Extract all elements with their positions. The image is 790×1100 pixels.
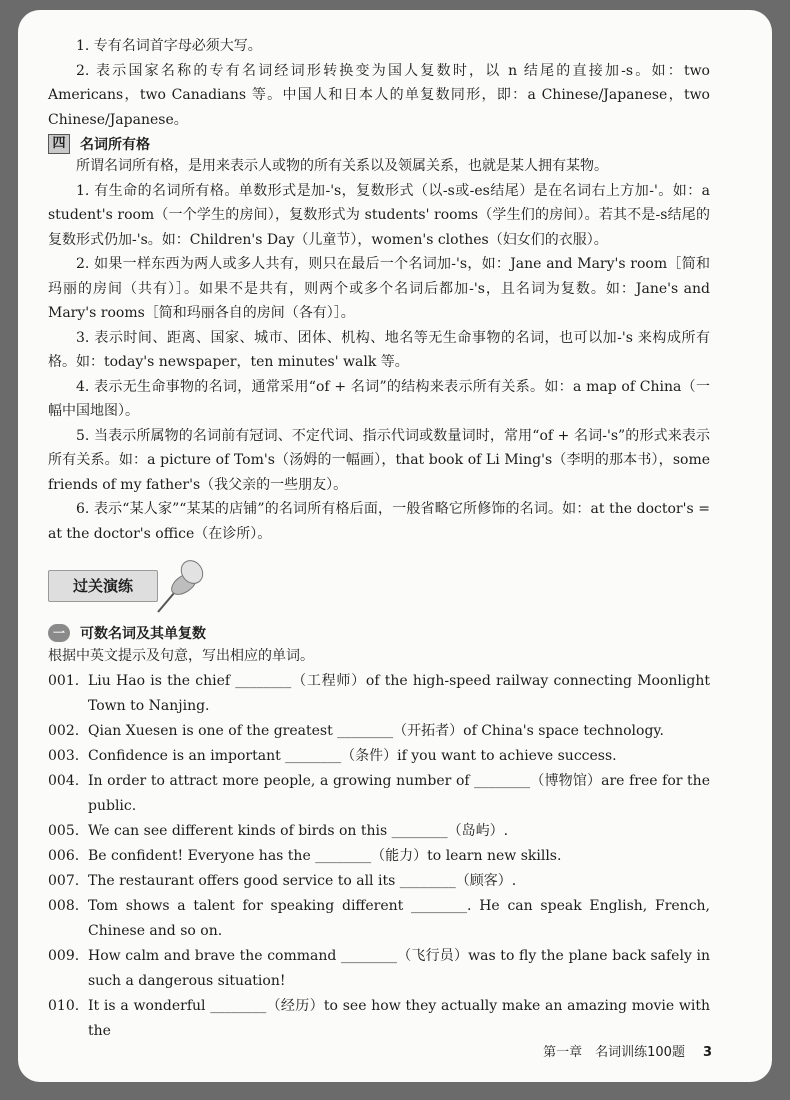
question-number: 002. xyxy=(48,722,80,739)
practice-banner xyxy=(48,560,710,616)
question-text: Qian Xuesen is one of the greatest ________（开拓者）of China's space technology. xyxy=(88,722,664,739)
question-text: Be confident! Everyone has the ________（能力）to learn new skills. xyxy=(88,847,562,864)
rule-2: 2. 表示国家名称的专有名词经词形转换变为国人复数时，以 n 结尾的直接加-s。如：two Americans，two Canadians 等。中国人和日本人的单复数同形，即：a Chinese/Japanese，two Chinese/Japanese。 xyxy=(48,62,710,128)
question-text: How calm and brave the command ________（飞行员）was to fly the plane back safely in such a dangerous situation! xyxy=(88,947,710,989)
section-heading xyxy=(48,134,710,154)
question-number: 004. xyxy=(48,772,80,789)
question-number: 003. xyxy=(48,747,80,764)
subsection-heading xyxy=(48,622,710,644)
pushpin-icon xyxy=(150,556,210,616)
question-text: The restaurant offers good service to all its ________（顾客）. xyxy=(88,872,517,889)
question-item xyxy=(48,844,710,869)
subsection-title: 可数名词及其单复数 xyxy=(80,626,206,642)
page-content xyxy=(48,34,710,1044)
page-sheet xyxy=(18,10,772,1082)
possessive-rule-6: 6. 表示“某人家”“某某的店铺”的名词所有格后面，一般省略它所修饰的名词。如：at the doctor's = at the doctor's office（在诊所）。 xyxy=(48,501,710,542)
chapter-label: 第一章 名词训练100题 xyxy=(543,1045,685,1060)
question-text: Tom shows a talent for speaking different ________. He can speak English, French, Chinese and so on. xyxy=(88,897,710,939)
question-item xyxy=(48,719,710,744)
possessive-rule-5: 5. 当表示所属物的名词前有冠词、不定代词、指示代词或数量词时，常用“of + 名词-'s”的形式来表示所有关系。如：a picture of Tom's（汤姆的一幅画），that book of Li Ming's（李明的那本书），some friends of my father's（我父亲的一些朋友）。 xyxy=(48,427,710,493)
question-item xyxy=(48,994,710,1044)
subsection-number: 一 xyxy=(48,624,70,642)
question-number: 007. xyxy=(48,872,80,889)
question-text: Liu Hao is the chief ________（工程师）of the high-speed railway connecting Moonlight Town to Nanjing. xyxy=(88,672,710,714)
question-number: 008. xyxy=(48,897,80,914)
question-text: Confidence is an important ________（条件）if you want to achieve success. xyxy=(88,747,617,764)
possessive-rule-3: 3. 表示时间、距离、国家、城市、团体、机构、地名等无生命事物的名词，也可以加-'s 来构成所有格。如：today's newspaper，ten minutes' walk 等。 xyxy=(48,329,710,370)
question-number: 009. xyxy=(48,947,80,964)
question-item xyxy=(48,819,710,844)
possessive-rule-4: 4. 表示无生命事物的名词，通常采用“of + 名词”的结构来表示所有关系。如：a map of China（一幅中国地图）。 xyxy=(48,378,710,419)
question-number: 001. xyxy=(48,672,80,689)
question-text: It is a wonderful ________（经历）to see how they actually make an amazing movie with the xyxy=(88,997,710,1039)
question-list xyxy=(48,669,710,1044)
question-item xyxy=(48,744,710,769)
question-item xyxy=(48,894,710,944)
question-number: 005. xyxy=(48,822,80,839)
section-title: 名词所有格 xyxy=(80,137,150,153)
instruction: 根据中英文提示及句意，写出相应的单词。 xyxy=(48,648,314,664)
possessive-rule-1: 1. 有生命的名词所有格。单数形式是加-'s，复数形式（以-s或-es结尾）是在名词右上方加-'。如：a student's room（一个学生的房间），复数形式为 students' rooms（学生们的房间）。若其不是-s结尾的复数形式仍加-'s。如：Children's Day（儿童节），women's clothes（妇女们的衣服）。 xyxy=(48,182,710,248)
question-number: 006. xyxy=(48,847,80,864)
rule-1: 1. 专有名词首字母必须大写。 xyxy=(76,38,262,54)
question-text: In order to attract more people, a growing number of ________（博物馆）are free for the public. xyxy=(88,772,710,814)
question-item xyxy=(48,669,710,719)
question-item xyxy=(48,769,710,819)
page-footer xyxy=(543,1041,712,1060)
question-item xyxy=(48,944,710,994)
possessive-rule-2: 2. 如果一样东西为两人或多人共有，则只在最后一个名词加-'s，如：Jane and Mary's room［简和玛丽的房间（共有）］。如果不是共有，则两个或多个名词后都加-'s，且名词为复数。如：Jane's and Mary's rooms［简和玛丽各自的房间（各有）］。 xyxy=(48,256,710,321)
page-number: 3 xyxy=(702,1045,712,1060)
question-item xyxy=(48,869,710,894)
question-text: We can see different kinds of birds on this ________（岛屿）. xyxy=(88,822,509,839)
section-number: 四 xyxy=(48,134,70,154)
question-number: 010. xyxy=(48,997,80,1014)
section-intro: 所谓名词所有格，是用来表示人或物的所有关系以及领属关系，也就是某人拥有某物。 xyxy=(76,158,608,174)
practice-banner-label: 过关演练 xyxy=(48,570,158,602)
